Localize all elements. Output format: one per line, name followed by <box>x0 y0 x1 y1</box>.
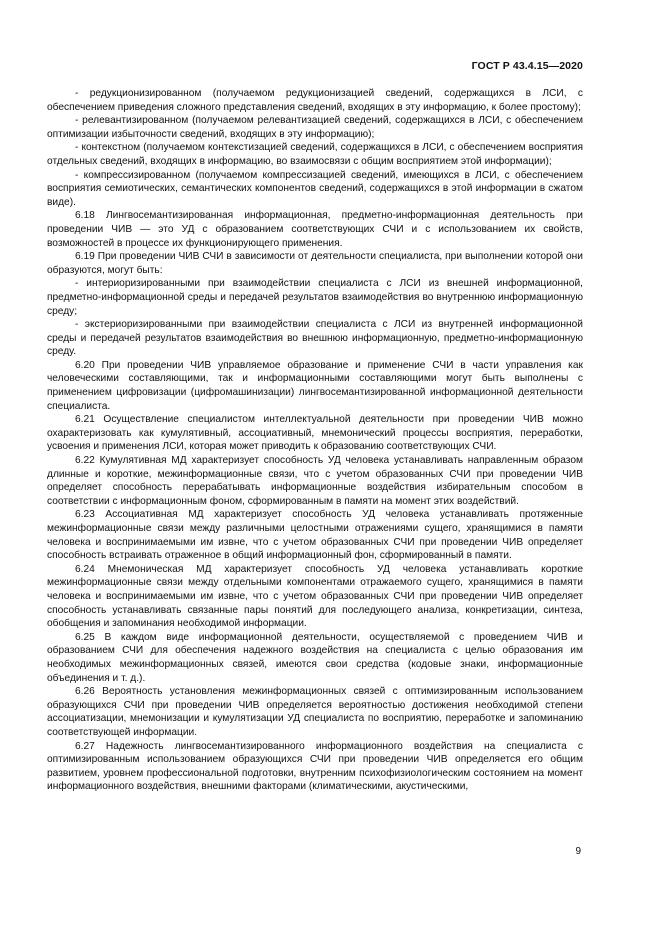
paragraph: - редукционизированном (получаемом редукционизацией сведений, содержащихся в ЛСИ, с обеспечением приведения сложного представления сведений, входящих в эту информацию, к более простому); <box>47 88 583 113</box>
paragraph: 6.27 Надежность лингвосемантизированного информационного воздействия на специалиста с оптимизированным использованием образующихся СЧИ при проведении ЧИВ определяется его общим развитием, уровнем профессиональной подготовки, внутренним психофизиологическим состоянием на момент информационного воздействия, внешними факторами (климатическими, акустическими, <box>47 740 583 793</box>
paragraph: - контекстном (получаемом контекстизацией сведений, содержащихся в ЛСИ, с обеспечением восприятия отдельных сведений, входящих в информацию, во взаимосвязи с общим восприятием этой информации); <box>47 142 583 167</box>
paragraph: 6.23 Ассоциативная МД характеризует способность УД человека устанавливать протяженные межинформационные связи между различными целостными отражениями сущего, хранящимися в памяти человека и воспринимаемыми им извне, что с учетом образованных СЧИ при проведении ЧИВ определяет способность встраивать отраженное в общий информационный фон, сформированный в памяти. <box>47 509 583 562</box>
paragraph: - компрессизированном (получаемом компрессизацией сведений, имеющихся в ЛСИ, с обеспечением восприятия семиотических, семантических компонентов сведений, содержащихся в этой информации в сжатом виде). <box>47 169 583 208</box>
paragraph: 6.22 Кумулятивная МД характеризует способность УД человека устанавливать направленным образом длинные и короткие, межинформационные связи, что с учетом образованных СЧИ при проведении ЧИВ определяет способность перерабатывать информационные воздействия избирательным способом в соответствии с информационным фоном, сформированным в памяти на момент этих воздействий. <box>47 455 583 507</box>
paragraph: - экстериоризированными при взаимодействии специалиста с ЛСИ из внутренней информационной среды и передачей результатов взаимодействия во внешнюю информационную, предметно-информационную среду. <box>47 319 583 358</box>
paragraph: 6.21 Осуществление специалистом интеллектуальной деятельности при проведении ЧИВ можно охарактеризовать как кумулятивный, ассоциативный, мнемонический процессы восприятия, переработки, усвоения и применения ЛСИ, которая может приводить к образованию соответствующих СЧИ. <box>47 414 583 453</box>
paragraph: 6.24 Мнемоническая МД характеризует способность УД человека устанавливать короткие межинформационные связи между отдельными компонентами отражаемого сущего, хранящимися в памяти человека и воспринимаемыми им извне, что с учетом образованных СЧИ при проведении ЧИВ определяет способность устанавливать связанные пары понятий для последующего анализа, конкретизации, синтеза, обобщения и запоминания необходимой информации. <box>47 563 583 630</box>
document-body <box>47 87 583 794</box>
page-number: 9 <box>575 846 581 857</box>
paragraph: - релевантизированном (получаемом релевантизацией сведений, содержащихся в ЛСИ, с обеспечением оптимизации избыточности сведений, входящих в эту информацию); <box>47 115 583 140</box>
paragraph: 6.20 При проведении ЧИВ управляемое образование и применение СЧИ в части управления как человеческими составляющими, так и информационными составляющими могут быть выполнены с применением цифровизации (цифромашинизации) лингвосемантизированной информационной деятельности специалиста. <box>47 359 583 412</box>
paragraph: 6.19 При проведении ЧИВ СЧИ в зависимости от деятельности специалиста, при выполнении которой они образуются, могут быть: <box>47 251 583 276</box>
paragraph: 6.18 Лингвосемантизированная информационная, предметно-информационная деятельность при проведении ЧИВ — это УД с образованием соответствующих СЧИ и с использованием их свойств, возможностей в процессе их функционирующего применения. <box>47 210 583 249</box>
document-header: ГОСТ Р 43.4.15—2020 <box>471 60 583 72</box>
paragraph: - интериоризированными при взаимодействии специалиста с ЛСИ из внешней информационной, предметно-информационной среды и передачей результатов взаимодействия во внутреннюю информационную среду; <box>47 278 583 317</box>
paragraph: 6.25 В каждом виде информационной деятельности, осуществляемой с проведением ЧИВ и образованием СЧИ для обеспечения надежного воздействия на специалиста с целью образования им необходимых межинформационных связей, имеются свои средства (кодовые знаки, информационные объединения и т. д.). <box>47 631 583 684</box>
paragraph: 6.26 Вероятность установления межинформационных связей с оптимизированным использованием образующихся СЧИ при проведении ЧИВ определяется вероятностью достижения необходимой степени ассоциатизации, мнемонизации и кумулятизации УД специалиста по восприятию, переработке и запоминанию соответствующей информации. <box>47 686 583 738</box>
